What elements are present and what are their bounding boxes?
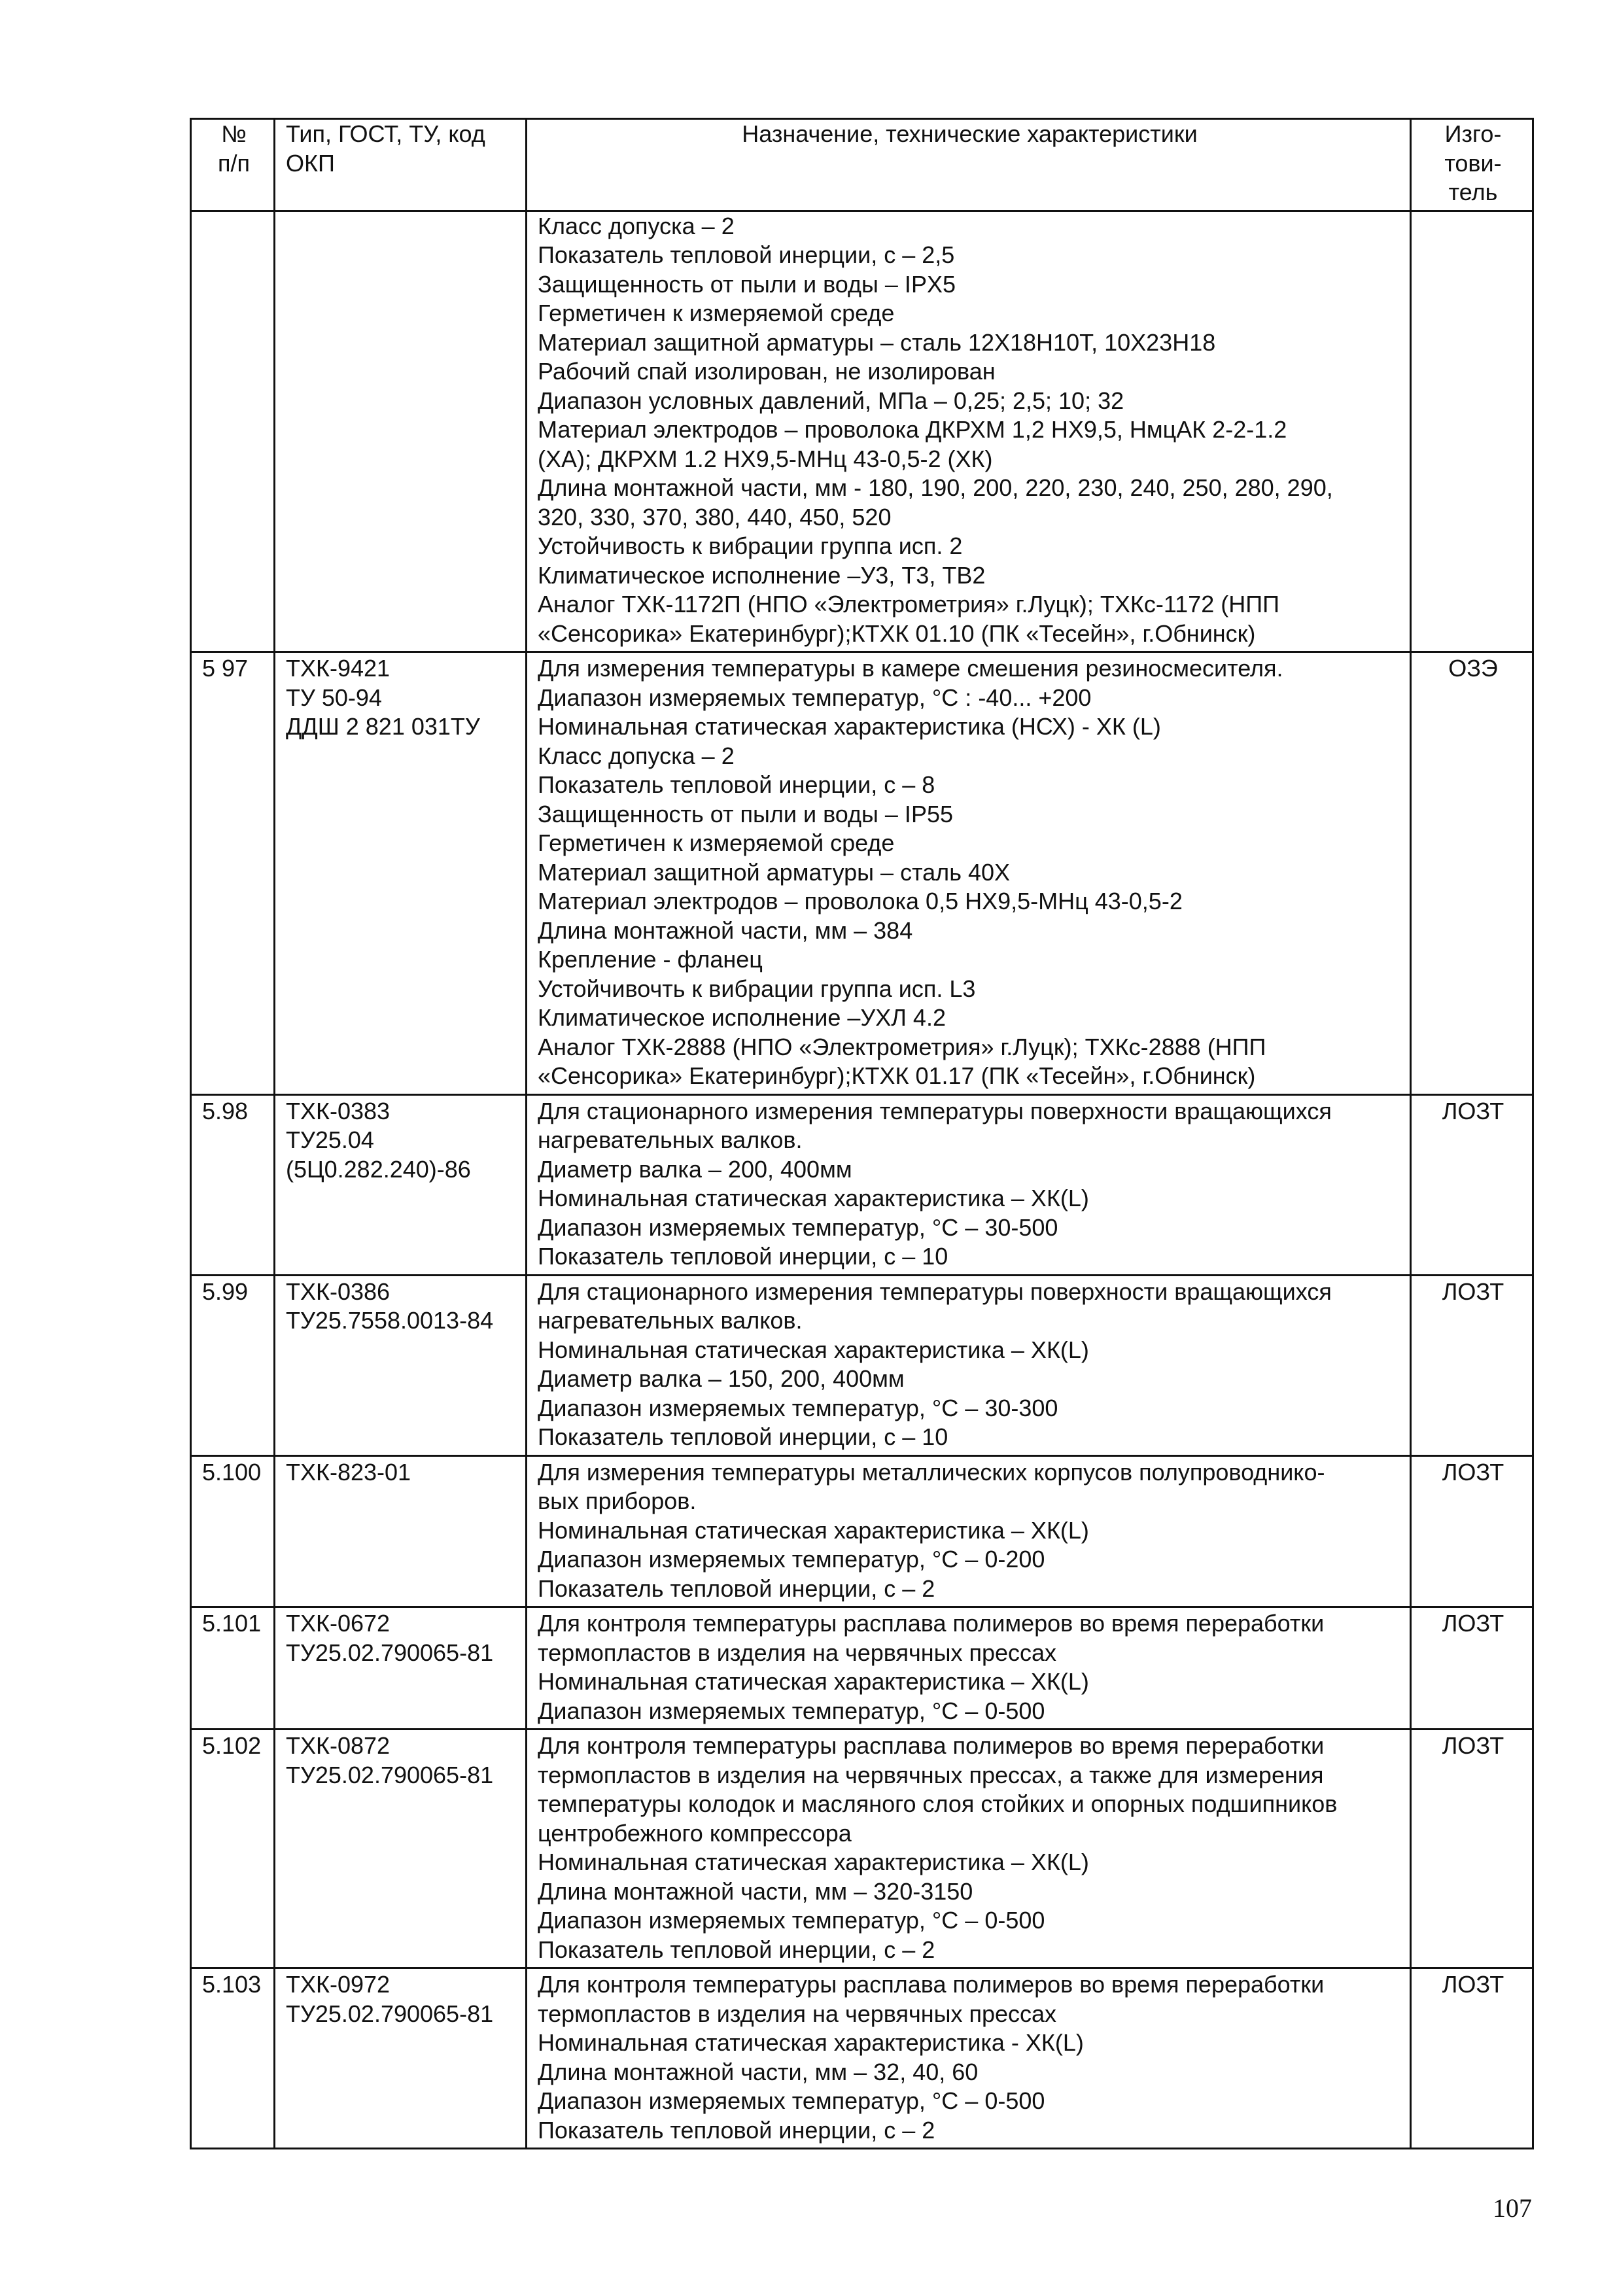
description-line: Показатель тепловой инерции, с – 10 xyxy=(538,1243,948,1270)
table-row xyxy=(191,1730,1533,1968)
description-line: Материал защитной арматуры – сталь 40Х xyxy=(538,858,1011,886)
description-line: Диапазон измеряемых температур, °С – 30-300 xyxy=(538,1394,1058,1421)
description-line: Для контроля температуры расплава полимеров во время переработки xyxy=(538,1610,1325,1637)
description-line: Рабочий спай изолирован, не изолирован xyxy=(538,358,996,385)
page-number: 107 xyxy=(1493,2193,1532,2223)
row-description xyxy=(527,1455,1411,1607)
table-row xyxy=(191,1455,1533,1607)
description-line: Номинальная статическая характеристика – ХК(L) xyxy=(538,1516,1089,1544)
description-line: Защищенность от пыли и воды – IP55 xyxy=(538,800,953,827)
description-line: Герметичен к измеряемой среде xyxy=(538,300,895,326)
description-line: Диапазон условных давлений, МПа – 0,25; 2,5; 10; 32 xyxy=(538,387,1124,414)
header-num: № п/п xyxy=(191,119,275,211)
row-number: 5 97 xyxy=(191,652,275,1095)
description-line: «Сенсорика» Екатеринбург);КТХК 01.10 (ПК «Тесейн», г.Обнинск) xyxy=(538,619,1256,647)
description-line: Показатель тепловой инерции, с – 2,5 xyxy=(538,241,955,268)
description-line: Для контроля температуры расплава полимеров во время переработки xyxy=(538,1732,1325,1759)
row-type-code: ТХК-0383 ТУ25.04 (5Ц0.282.240)-86 xyxy=(275,1094,527,1275)
description-line: Диапазон измеряемых температур, °С – 0-500 xyxy=(538,1907,1045,1934)
description-line: Для контроля температуры расплава полимеров во время переработки xyxy=(538,1971,1325,1998)
description-line: Длина монтажной части, мм - 180, 190, 200, 220, 230, 240, 250, 280, 290, xyxy=(538,474,1333,501)
description-line: Материал электродов – проволока 0,5 НХ9,5-МНц 43-0,5-2 xyxy=(538,888,1183,914)
row-description xyxy=(527,1275,1411,1455)
description-line: Показатель тепловой инерции, с – 2 xyxy=(538,1574,935,1602)
description-line: Диапазон измеряемых температур, °С – 0-200 xyxy=(538,1546,1045,1573)
row-number: 5.103 xyxy=(191,1968,275,2149)
description-line: термопластов в изделия на червячных прессах xyxy=(538,1639,1057,1666)
description-line: Климатическое исполнение –УХЛ 4.2 xyxy=(538,1004,946,1031)
description-line: Диаметр валка – 150, 200, 400мм xyxy=(538,1365,905,1392)
description-line: нагревательных валков. xyxy=(538,1307,803,1334)
table-row xyxy=(191,211,1533,652)
description-line: Длина монтажной части, мм – 320-3150 xyxy=(538,1877,973,1905)
table-row xyxy=(191,652,1533,1095)
row-type-code: ТХК-0872 ТУ25.02.790065-81 xyxy=(275,1730,527,1968)
description-line: Герметичен к измеряемой среде xyxy=(538,829,895,856)
row-manufacturer: ЛОЗТ xyxy=(1411,1607,1533,1730)
row-type-code: ТХК-823-01 xyxy=(275,1455,527,1607)
description-line: Устойчивость к вибрации группа исп. 2 xyxy=(538,532,963,559)
row-description xyxy=(527,1730,1411,1968)
description-line: Диапазон измеряемых температур, °С : -40... +200 xyxy=(538,684,1092,711)
description-line: Номинальная статическая характеристика – ХК(L) xyxy=(538,1849,1089,1875)
row-type-code: ТХК-9421 ТУ 50-94 ДДШ 2 821 031ТУ xyxy=(275,652,527,1095)
row-manufacturer: ОЗЭ xyxy=(1411,652,1533,1095)
description-line: термопластов в изделия на червячных прессах, а также для измерения xyxy=(538,1761,1324,1788)
row-number: 5.98 xyxy=(191,1094,275,1275)
description-line: Номинальная статическая характеристика – ХК(L) xyxy=(538,1336,1089,1363)
description-line: Номинальная статическая характеристика (НСХ) - ХК (L) xyxy=(538,713,1161,740)
header-row xyxy=(191,119,1533,211)
table-row xyxy=(191,1607,1533,1730)
description-line: 320, 330, 370, 380, 440, 450, 520 xyxy=(538,503,892,531)
description-line: Материал защитной арматуры – сталь 12Х18Н10Т, 10Х23Н18 xyxy=(538,328,1216,356)
row-type-code xyxy=(275,211,527,652)
table-row xyxy=(191,1968,1533,2149)
row-manufacturer: ЛОЗТ xyxy=(1411,1968,1533,2149)
description-line: Номинальная статическая характеристика – ХК(L) xyxy=(538,1668,1089,1695)
description-line: Для измерения температуры металлических корпусов полупроводнико- xyxy=(538,1458,1325,1486)
description-line: Диапазон измеряемых температур, °С – 30-500 xyxy=(538,1213,1058,1241)
description-line: Диаметр валка – 200, 400мм xyxy=(538,1155,852,1183)
description-line: Показатель тепловой инерции, с – 2 xyxy=(538,1936,935,1963)
description-line: Защищенность от пыли и воды – IPX5 xyxy=(538,270,956,298)
header-type: Тип, ГОСТ, ТУ, код ОКП xyxy=(275,119,527,211)
row-number: 5.102 xyxy=(191,1730,275,1968)
row-number: 5.100 xyxy=(191,1455,275,1607)
description-line: вых приборов. xyxy=(538,1487,697,1514)
row-manufacturer: ЛОЗТ xyxy=(1411,1455,1533,1607)
row-manufacturer: ЛОЗТ xyxy=(1411,1730,1533,1968)
description-line: «Сенсорика» Екатеринбург);КТХК 01.17 (ПК «Тесейн», г.Обнинск) xyxy=(538,1062,1256,1089)
table-row xyxy=(191,1275,1533,1455)
description-line: Номинальная статическая характеристика – ХК(L) xyxy=(538,1185,1089,1211)
description-line: Длина монтажной части, мм – 32, 40, 60 xyxy=(538,2058,979,2085)
description-line: Устойчивочть к вибрации группа исп. L3 xyxy=(538,975,976,1002)
row-number: 5.99 xyxy=(191,1275,275,1455)
description-line: Для стационарного измерения температуры поверхности вращающихся xyxy=(538,1278,1332,1305)
description-line: Номинальная статическая характеристика - ХК(L) xyxy=(538,2029,1084,2056)
description-line: (ХА); ДКРХМ 1.2 НХ9,5-МНц 43-0,5-2 (ХК) xyxy=(538,445,993,472)
description-line: Показатель тепловой инерции, с – 8 xyxy=(538,771,935,798)
row-manufacturer: ЛОЗТ xyxy=(1411,1275,1533,1455)
header-maker: Изго- тови- тель xyxy=(1411,119,1533,211)
description-line: Диапазон измеряемых температур, °С – 0-500 xyxy=(538,2087,1045,2114)
description-line: термопластов в изделия на червячных прессах xyxy=(538,2000,1057,2027)
row-type-code: ТХК-0972 ТУ25.02.790065-81 xyxy=(275,1968,527,2149)
description-line: Для стационарного измерения температуры поверхности вращающихся xyxy=(538,1097,1332,1124)
row-description xyxy=(527,211,1411,652)
description-line: нагревательных валков. xyxy=(538,1126,803,1153)
description-line: центробежного компрессора xyxy=(538,1819,852,1847)
row-type-code: ТХК-0672 ТУ25.02.790065-81 xyxy=(275,1607,527,1730)
description-line: Крепление - фланец xyxy=(538,946,763,973)
row-manufacturer xyxy=(1411,211,1533,652)
description-line: Климатическое исполнение –У3, Т3, ТВ2 xyxy=(538,561,986,589)
table-row xyxy=(191,1094,1533,1275)
description-line: Материал электродов – проволока ДКРХМ 1,2 НХ9,5, НмцАК 2-2-1.2 xyxy=(538,416,1287,443)
description-line: Класс допуска – 2 xyxy=(538,212,735,239)
description-line: температуры колодок и масляного слоя стойких и опорных подшипников xyxy=(538,1790,1338,1817)
row-description xyxy=(527,1094,1411,1275)
description-line: Аналог ТХК-1172П (НПО «Электрометрия» г.Луцк); ТХКс-1172 (НПП xyxy=(538,591,1279,617)
description-line: Длина монтажной части, мм – 384 xyxy=(538,916,913,944)
row-description xyxy=(527,1607,1411,1730)
description-line: Аналог ТХК-2888 (НПО «Электрометрия» г.Луцк); ТХКс-2888 (НПП xyxy=(538,1033,1266,1060)
description-line: Показатель тепловой инерции, с – 10 xyxy=(538,1423,948,1450)
description-line: Класс допуска – 2 xyxy=(538,742,735,769)
spec-table xyxy=(190,118,1534,2149)
row-number: 5.101 xyxy=(191,1607,275,1730)
description-line: Диапазон измеряемых температур, °С – 0-500 xyxy=(538,1697,1045,1724)
description-line: Для измерения температуры в камере смешения резиносмесителя. xyxy=(538,655,1283,682)
row-description xyxy=(527,652,1411,1095)
row-number xyxy=(191,211,275,652)
description-line: Показатель тепловой инерции, с – 2 xyxy=(538,2116,935,2144)
row-description xyxy=(527,1968,1411,2149)
header-purpose: Назначение, технические характеристики xyxy=(527,119,1411,211)
row-manufacturer: ЛОЗТ xyxy=(1411,1094,1533,1275)
row-type-code: ТХК-0386 ТУ25.7558.0013-84 xyxy=(275,1275,527,1455)
